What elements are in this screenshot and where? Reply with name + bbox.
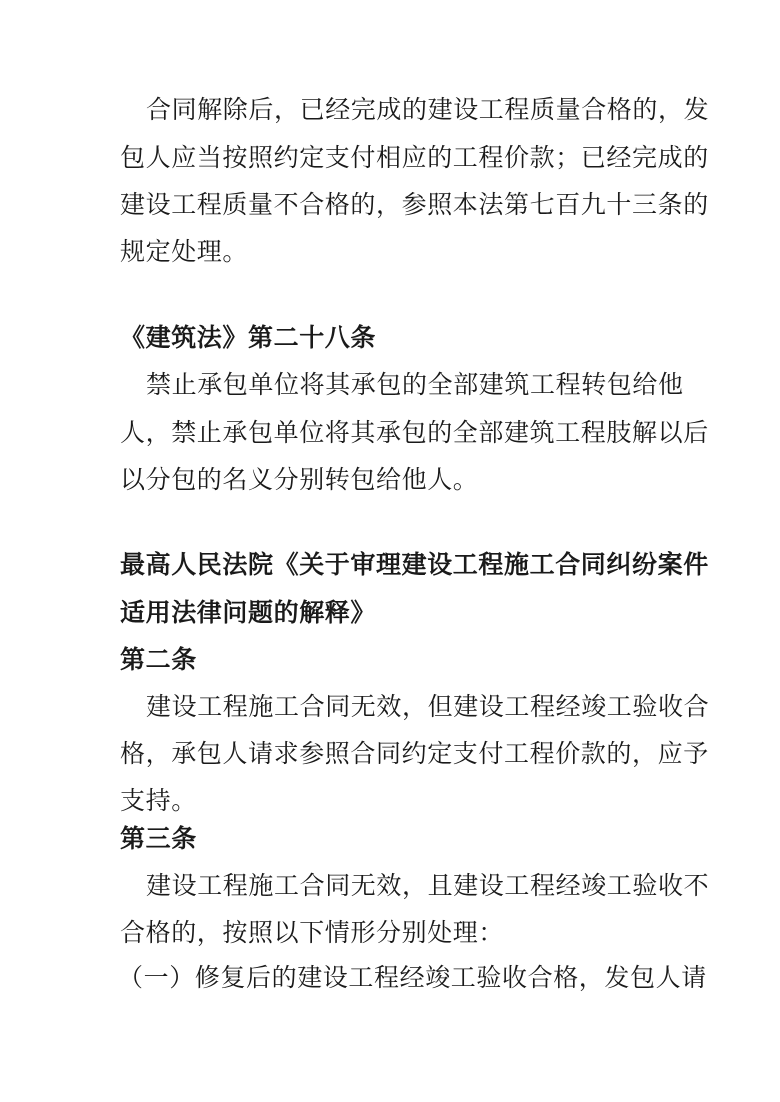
para1-line-1: 合同解除后，已经完成的建设工程质量合格的，发 [146, 95, 710, 124]
building-law-line-2: 人，禁止承包单位将其承包的全部建筑工程肢解以后 [120, 418, 709, 447]
article2-line-1: 建设工程施工合同无效，但建设工程经竣工验收合 [146, 692, 710, 721]
article2-heading: 第二条 [120, 645, 197, 674]
building-law-line-1: 禁止承包单位将其承包的全部建筑工程转包给他 [146, 370, 684, 399]
article3-line-3: （一）修复后的建设工程经竣工验收合格，发包人请 [118, 963, 707, 992]
court-heading-line-1: 最高人民法院《关于审理建设工程施工合同纠纷案件 [120, 550, 709, 579]
article3-heading: 第三条 [120, 824, 197, 853]
court-heading-line-2: 适用法律问题的解释》 [120, 598, 377, 627]
para1-line-2: 包人应当按照约定支付相应的工程价款；已经完成的 [120, 143, 709, 172]
article3-line-1: 建设工程施工合同无效，且建设工程经竣工验收不 [146, 871, 710, 900]
building-law-line-3: 以分包的名义分别转包给他人。 [120, 465, 479, 494]
para1-line-3: 建设工程质量不合格的，参照本法第七百九十三条的 [120, 190, 709, 219]
building-law-heading: 《建筑法》第二十八条 [120, 323, 377, 352]
article2-line-2: 格，承包人请求参照合同约定支付工程价款的，应予 [120, 739, 709, 768]
article3-line-2: 合格的，按照以下情形分别处理： [120, 918, 505, 947]
article2-line-3: 支持。 [120, 786, 197, 815]
para1-line-4: 规定处理。 [120, 237, 249, 266]
